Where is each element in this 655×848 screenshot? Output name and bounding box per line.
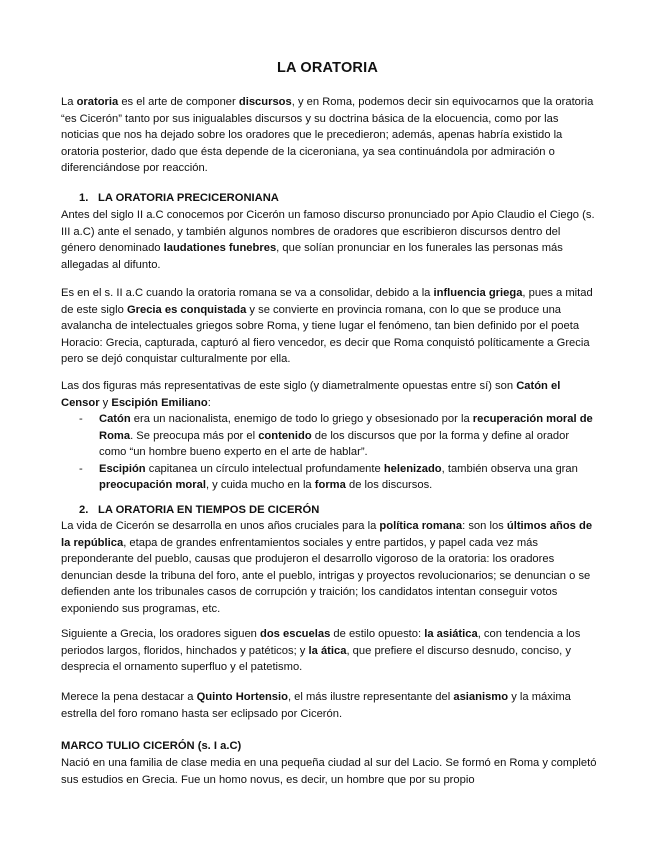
text-run: , etapa de grandes enfrentamientos sociales y entre partidos, y papel cada vez más preponderante del pueblo, causas que produjeron el desarrollo vigoroso de la oratoria: los oradores denuncian desde la tribuna del foro, ante el pueblo, intrigas y proyectos revolucionarios; se denuncian o se defienden ante los tribunales casos de corrupción y traición; los candidatos intentan conseguir votos exponiendo sus programas, etc. <box>61 536 591 615</box>
bold-term: forma <box>314 479 346 492</box>
section-2-paragraph-3 <box>61 689 597 722</box>
bold-term: influencia griega <box>433 287 523 299</box>
text-run: era un nacionalista, enemigo de todo lo griego y obsesionado por la <box>130 413 473 425</box>
section-1-number: 1. <box>79 192 89 204</box>
section-2-heading <box>61 502 597 519</box>
bold-term: Catón el Censor <box>61 380 561 409</box>
text-run: capitanea un círculo intelectual profundamente <box>145 462 384 475</box>
text-run: , y en Roma, podemos decir sin equivocarnos que la oratoria “es Cicerón” tanto por sus inigualables discursos y su doctrina básica de la elocuencia, como por las noticias que nos ha dejado sobre los oradores que le precedieron; además, apenas habría existido la oratoria posterior, dado que ésta depende de la ciceroniana, ya sea continuándola por admiración o diferenciándose por reacción. <box>61 96 594 175</box>
text-run: La vida de Cicerón se desarrolla en unos años cruciales para la <box>61 520 380 532</box>
section-1-paragraph-1 <box>61 207 597 273</box>
bold-term: últimos años de la república <box>61 520 593 549</box>
bold-term: política romana <box>379 520 463 532</box>
bold-term: la asiática <box>424 628 478 640</box>
text-run: es el arte de componer <box>118 96 239 108</box>
bold-term: contenido <box>258 429 312 442</box>
text-run: Las dos figuras más representativas de este siglo (y diametralmente opuestas entre sí) son <box>61 380 517 392</box>
text-run: Antes del siglo II a.C conocemos por Cicerón un famoso discurso pronunciado por Apio Claudio el Ciego (s. III a.C) ante el senado, y también algunos nombres de oradores que escribieron discursos dentro del género denominado <box>61 209 595 255</box>
section-1-paragraph-2 <box>61 285 597 368</box>
section-2-paragraph-1 <box>61 518 597 618</box>
bold-term: asianismo <box>453 691 509 703</box>
bold-term: Quinto Hortensio <box>196 691 288 703</box>
bold-term: helenizado <box>383 462 442 475</box>
bullet-item-escipion <box>61 461 597 494</box>
bold-term: Catón <box>99 413 131 425</box>
section-1-paragraph-3 <box>61 378 597 411</box>
text-run: Merece la pena destacar a <box>61 691 197 703</box>
bold-term: Grecia es conquistada <box>126 303 247 316</box>
bold-term: preocupación moral <box>99 479 206 492</box>
text-run: y se convierte en provincia romana, con lo que se produce una avalancha de intelectuales griegos sobre Roma, y tiene lugar el fenómeno, tan bien definido por el poeta Horacio: Grecia, capturada, capturó al fiero vencedor, es decir que Roma conquistó políticamente a Grecia pero se dejó conquistar culturalmente por ella. <box>61 303 590 366</box>
text-run: , el más ilustre representante del <box>287 691 454 703</box>
text-run: Nació en una familia de clase media en una pequeña ciudad al sur del Lacio. Se formó en Roma y completó sus estudios en Grecia. Fue un homo novus, es decir, un hombre que por su propio <box>61 757 597 786</box>
section-2-number: 2. <box>79 504 89 516</box>
intro-paragraph <box>61 94 597 177</box>
text-run: y <box>99 396 112 409</box>
bold-term: laudationes funebres <box>163 242 277 255</box>
text-run: , que prefiere el discurso desnudo, conciso, y desprecia el ornamento superfluo y el patetismo. <box>61 644 571 674</box>
document-title: LA ORATORIA <box>276 60 378 76</box>
bullet-text-escipion <box>99 463 578 492</box>
text-run: , también observa una gran <box>441 462 578 475</box>
bullet-dash: - <box>79 413 83 425</box>
text-run: La <box>61 96 77 108</box>
text-run: Es en el s. II a.C cuando la oratoria romana se va a consolidar, debido a la <box>61 287 434 299</box>
section-3-paragraph-1 <box>61 755 597 788</box>
bullet-text-caton <box>99 413 593 458</box>
text-run: , y cuida mucho en la <box>205 479 315 492</box>
bold-term: discursos <box>238 96 292 108</box>
section-1-bullet-list <box>61 411 597 494</box>
bullet-item-caton <box>61 411 597 461</box>
bullet-dash: - <box>79 462 83 475</box>
text-run: : <box>207 396 211 409</box>
text-run: y la máxima estrella del foro romano hasta ser eclipsado por Cicerón. <box>61 691 571 720</box>
bold-term: Escipión <box>99 462 146 475</box>
text-run: , pues a mitad de este siglo <box>61 287 593 316</box>
text-run: , que solían pronunciar en los funerales las personas más allegadas al difunto. <box>61 242 563 271</box>
text-run: , con tendencia a los periodos largos, floridos, hinchados y patéticos; y <box>61 628 581 657</box>
bold-term: recuperación moral de Roma <box>99 413 593 442</box>
bold-term: dos escuelas <box>260 628 331 640</box>
bold-term: la ática <box>308 644 347 657</box>
section-1-title: LA ORATORIA PRECICERONIANA <box>98 192 279 204</box>
text-run: Siguiente a Grecia, los oradores siguen <box>61 628 261 640</box>
text-run: de estilo opuesto: <box>330 628 425 640</box>
section-1-heading <box>61 190 597 207</box>
section-2-title: LA ORATORIA EN TIEMPOS DE CICERÓN <box>98 504 320 516</box>
bold-term: Escipión Emiliano <box>111 396 208 409</box>
bold-term: oratoria <box>76 96 119 108</box>
text-run: de los discursos. <box>345 479 433 492</box>
section-2-paragraph-2 <box>61 626 597 676</box>
section-3-heading: MARCO TULIO CICERÓN (s. I a.C) <box>61 740 242 752</box>
text-run: de los discursos que por la forma y define al orador como “un hombre bueno experto en el arte de hablar”. <box>99 429 570 459</box>
text-run: . Se preocupa más por el <box>130 429 259 442</box>
text-run: : son los <box>462 520 507 532</box>
